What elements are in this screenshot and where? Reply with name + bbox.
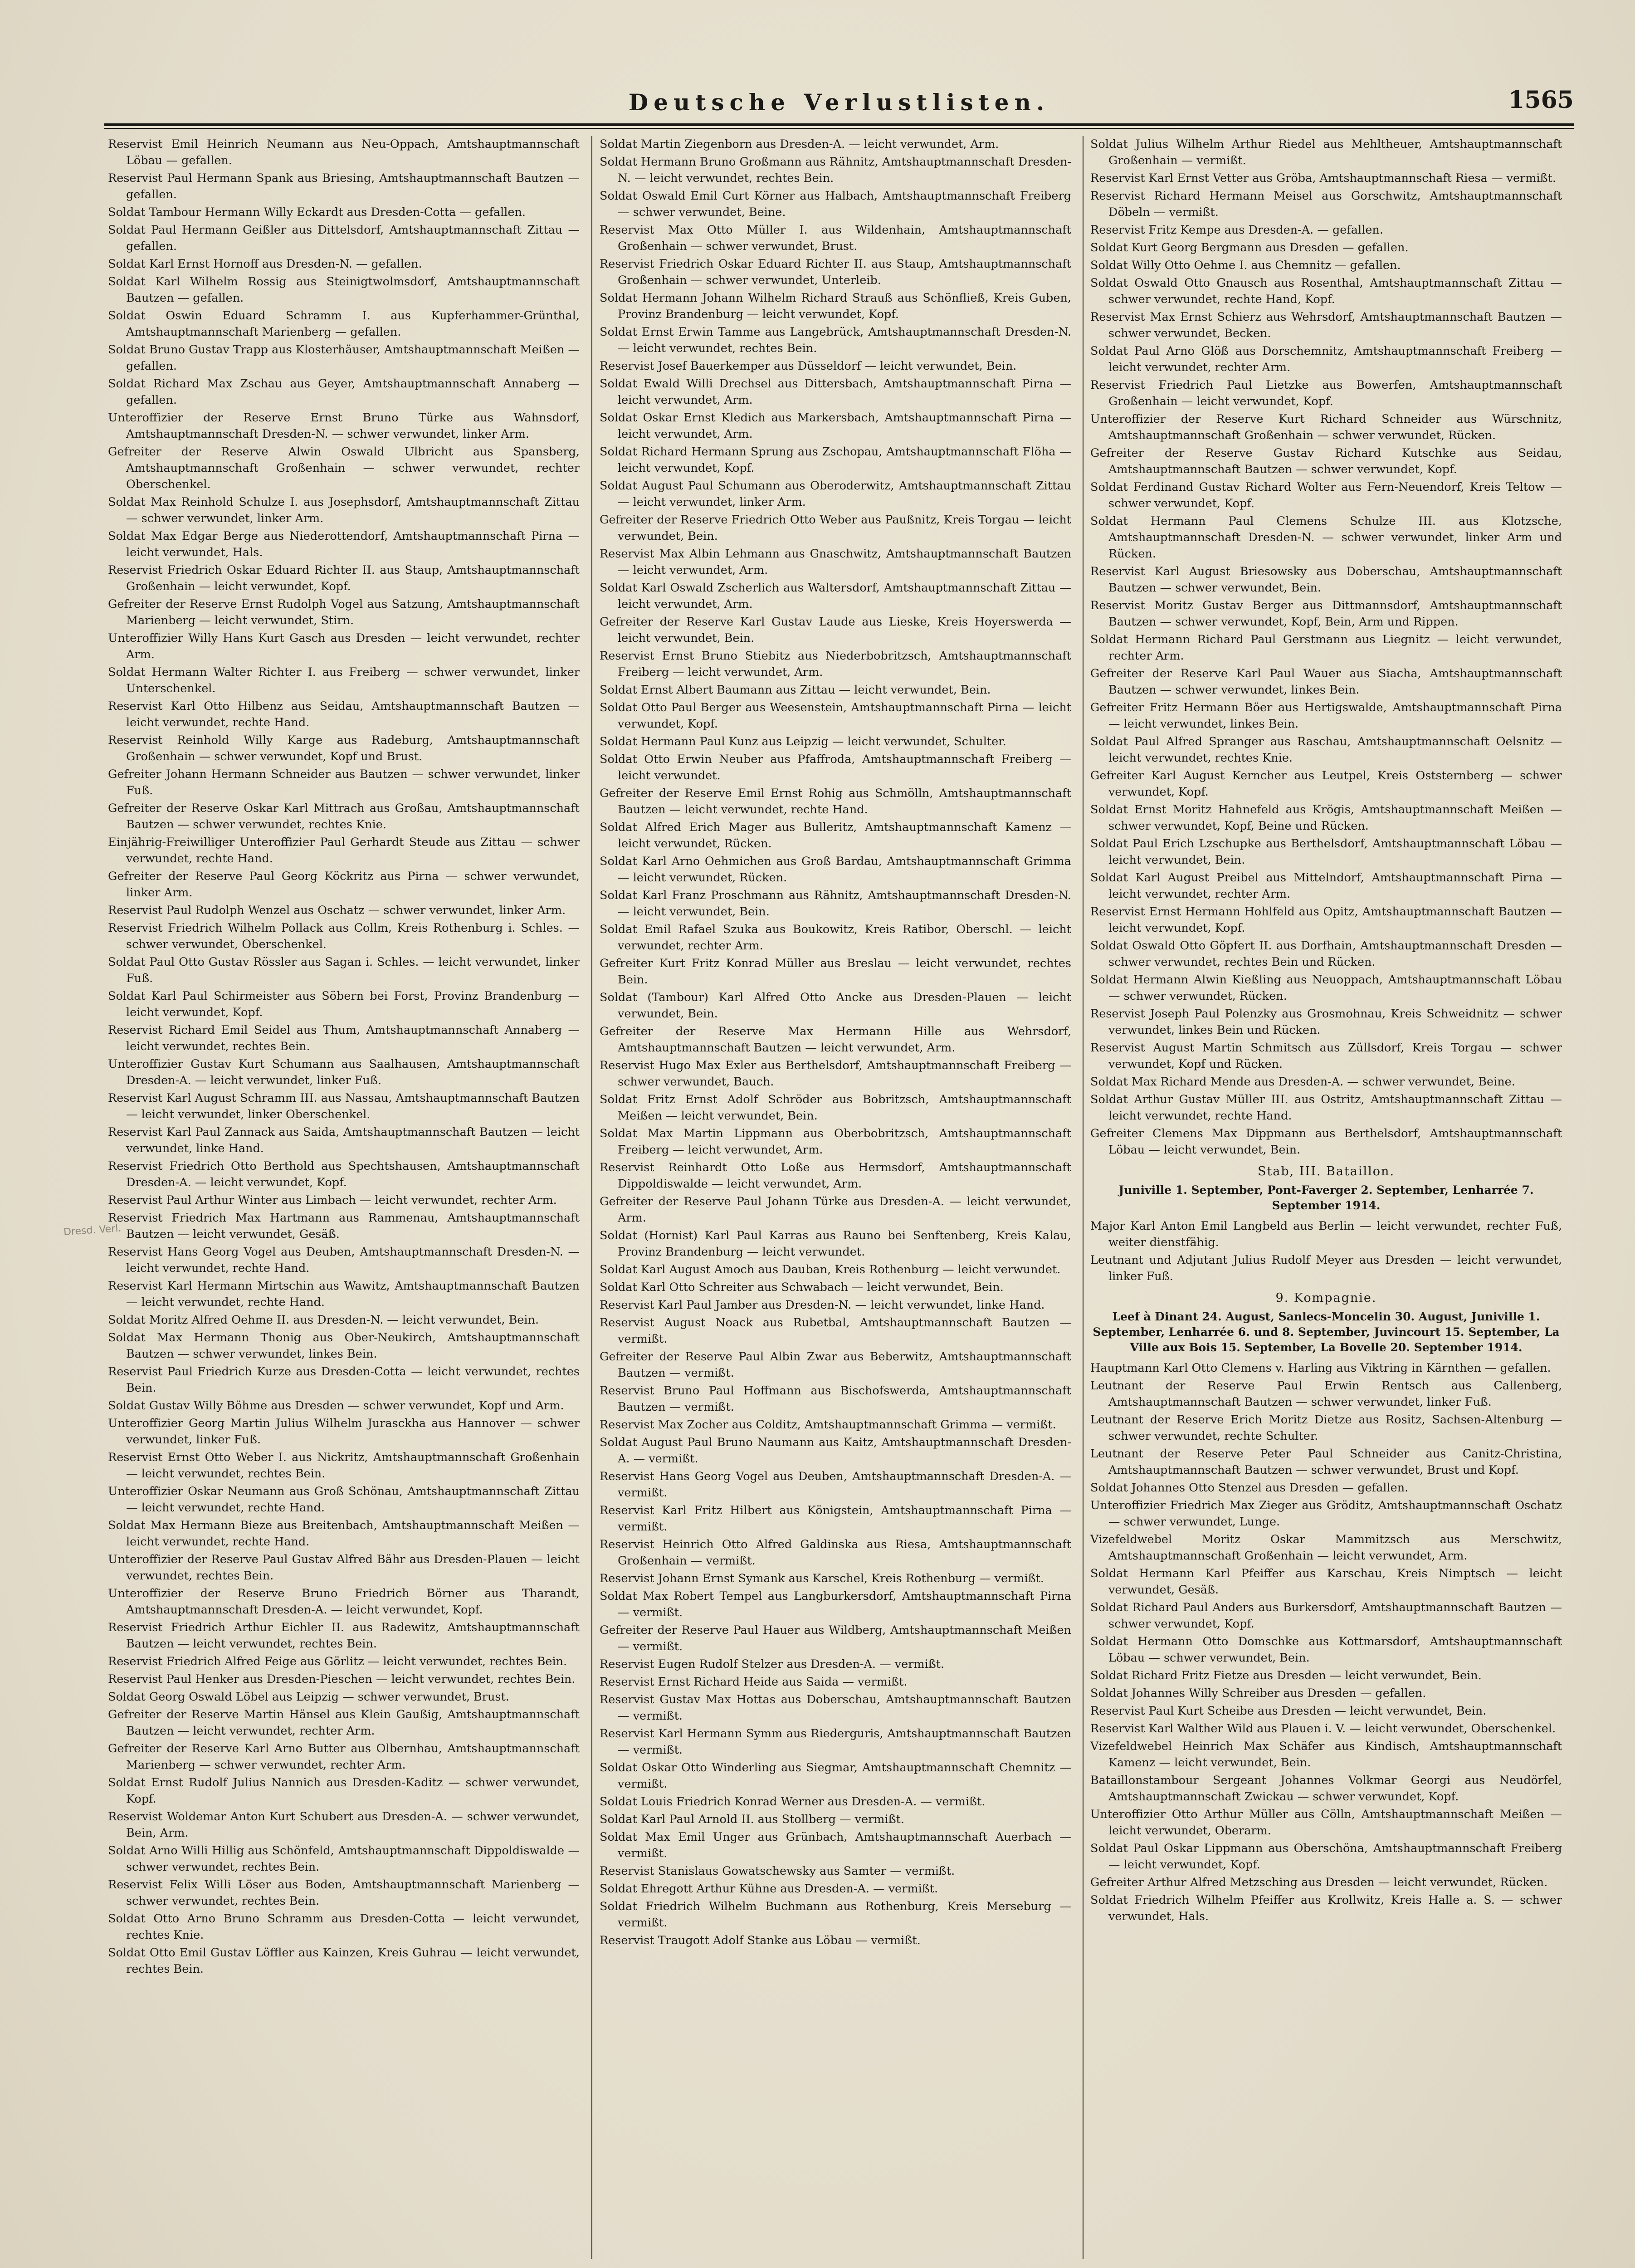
casualty-entry: Soldat Hermann Walter Richter I. aus Freiberg — schwer verwundet, linker Unterschenkel.: [108, 665, 580, 695]
casualty-entry: Soldat Richard Max Zschau aus Geyer, Amtshauptmannschaft Annaberg — gefallen.: [108, 377, 580, 407]
casualty-entry: Soldat Hermann Bruno Großmann aus Rähnitz, Amtshauptmannschaft Dresden-N. — leicht verwundet, rechtes Bein.: [600, 155, 1071, 185]
casualty-entry: Gefreiter der Reserve Paul Georg Köckritz aus Pirna — schwer verwundet, linker Arm.: [108, 870, 580, 899]
casualty-entry: Leutnant der Reserve Peter Paul Schneider aus Canitz-Christina, Amtshauptmannschaft Bautzen — schwer verwundet, Brust und Kopf.: [1090, 1447, 1562, 1477]
casualty-entry: Soldat Oswald Otto Gnausch aus Rosenthal, Amtshauptmannschaft Zittau — schwer verwundet, rechte Hand, Kopf.: [1090, 276, 1562, 306]
casualty-entry: Leutnant der Reserve Paul Erwin Rentsch aus Callenberg, Amtshauptmannschaft Bautzen — schwer verwundet, linker Fuß.: [1090, 1379, 1562, 1409]
casualty-entry: Reservist Emil Heinrich Neumann aus Neu-Oppach, Amtshauptmannschaft Löbau — gefallen.: [108, 137, 580, 167]
casualty-entry: Soldat Paul Alfred Spranger aus Raschau, Amtshauptmannschaft Oelsnitz — leicht verwundet, rechtes Knie.: [1090, 735, 1562, 765]
casualty-entry: Soldat Karl Ernst Hornoff aus Dresden-N. — gefallen.: [108, 257, 422, 271]
casualty-entry: Gefreiter der Reserve Martin Hänsel aus Klein Gaußig, Amtshauptmannschaft Bautzen — leicht verwundet, rechter Arm.: [108, 1708, 580, 1738]
casualty-entry: Gefreiter Johann Hermann Schneider aus Bautzen — schwer verwundet, linker Fuß.: [108, 767, 580, 797]
section-places-9-kompagnie: Leef à Dinant 24. August, Sanlecs-Moncelin 30. August, Juniville 1. September, Lenharrée 6. und 8. September, Juvincourt 15. September, La Ville aux Bois 15. September, La Bovelle 20. September 1914.: [1093, 1310, 1560, 1354]
casualty-entry: Soldat Tambour Hermann Willy Eckardt aus Dresden-Cotta — gefallen.: [108, 205, 526, 219]
casualty-entry: Reservist Ernst Bruno Stiebitz aus Niederbobritzsch, Amtshauptmannschaft Freiberg — leicht verwundet, Arm.: [600, 649, 1071, 679]
casualty-entry: Reservist Karl Fritz Hilbert aus Königstein, Amtshauptmannschaft Pirna — vermißt.: [600, 1504, 1071, 1534]
casualty-entry: Gefreiter Fritz Hermann Böer aus Hertigswalde, Amtshauptmannschaft Pirna — leicht verwundet, linkes Bein.: [1090, 701, 1562, 731]
casualty-entry: Soldat Oskar Ernst Kledich aus Markersbach, Amtshauptmannschaft Pirna — leicht verwundet, Arm.: [600, 411, 1071, 441]
casualty-entry: Soldat Gustav Willy Böhme aus Dresden — schwer verwundet, Kopf und Arm.: [108, 1399, 564, 1413]
casualty-entry: Reservist Friedrich Otto Berthold aus Spechtshausen, Amtshauptmannschaft Dresden-A. — leicht verwundet, Kopf.: [108, 1159, 580, 1189]
casualty-entry: Reservist Max Albin Lehmann aus Gnaschwitz, Amtshauptmannschaft Bautzen — leicht verwundet, Arm.: [600, 547, 1071, 577]
casualty-entry: Gefreiter der Reserve Alwin Oswald Ulbricht aus Spansberg, Amtshauptmannschaft Großenhain — schwer verwundet, rechter Oberschenkel.: [108, 445, 580, 491]
casualty-entry: Reservist Max Otto Müller I. aus Wildenhain, Amtshauptmannschaft Großenhain — schwer verwundet, Brust.: [600, 223, 1071, 253]
casualty-entry: Soldat Karl Otto Schreiter aus Schwabach — leicht verwundet, Bein.: [600, 1281, 1004, 1294]
casualty-entry: Soldat Max Hermann Bieze aus Breitenbach, Amtshauptmannschaft Meißen — leicht verwundet, rechte Hand.: [108, 1519, 580, 1549]
casualty-entry: Reservist Karl Walther Wild aus Plauen i. V. — leicht verwundet, Oberschenkel.: [1090, 1722, 1556, 1735]
casualty-entry: Reservist Stanislaus Gowatschewsky aus Samter — vermißt.: [600, 1864, 955, 1878]
casualty-entry: Soldat Kurt Georg Bergmann aus Dresden — gefallen.: [1090, 241, 1409, 254]
casualty-entry: Reservist Paul Kurt Scheibe aus Dresden — leicht verwundet, Bein.: [1090, 1704, 1487, 1718]
casualty-entry: Soldat Ferdinand Gustav Richard Wolter aus Fern-Neuendorf, Kreis Teltow — schwer verwundet, Kopf.: [1090, 480, 1562, 510]
casualty-entry: Soldat Richard Paul Anders aus Burkersdorf, Amtshauptmannschaft Bautzen — schwer verwundet, Kopf.: [1090, 1601, 1562, 1631]
margin-handwriting: Dresd. Verl.: [63, 1222, 122, 1238]
casualty-entry: Gefreiter Arthur Alfred Metzsching aus Dresden — leicht verwundet, Rücken.: [1090, 1876, 1548, 1889]
casualty-entry: Reservist Friedrich Max Hartmann aus Rammenau, Amtshauptmannschaft Bautzen — leicht verwundet, Gesäß.: [108, 1211, 580, 1241]
casualty-entry: Reservist Paul Hermann Spank aus Briesing, Amtshauptmannschaft Bautzen — gefallen.: [108, 171, 580, 201]
casualty-entry: Soldat Max Edgar Berge aus Niederottendorf, Amtshauptmannschaft Pirna — leicht verwundet, Hals.: [108, 529, 580, 559]
casualty-entry: Reservist Friedrich Wilhelm Pollack aus Collm, Kreis Rothenburg i. Schles. — schwer verwundet, Oberschenkel.: [108, 921, 580, 951]
casualty-entry: Reservist Karl Hermann Mirtschin aus Wawitz, Amtshauptmannschaft Bautzen — leicht verwundet, rechte Hand.: [108, 1279, 580, 1309]
casualty-entry: Soldat Arno Willi Hillig aus Schönfeld, Amtshauptmannschaft Dippoldiswalde — schwer verwundet, rechtes Bein.: [108, 1844, 580, 1874]
casualty-entry: Reservist Richard Emil Seidel aus Thum, Amtshauptmannschaft Annaberg — leicht verwundet, rechtes Bein.: [108, 1023, 580, 1053]
casualty-entry: Gefreiter der Reserve Friedrich Otto Weber aus Paußnitz, Kreis Torgau — leicht verwundet, Bein.: [600, 513, 1071, 543]
casualty-entry: Leutnant und Adjutant Julius Rudolf Meyer aus Dresden — leicht verwundet, linker Fuß.: [1090, 1253, 1562, 1283]
casualty-entry: Soldat Karl Paul Arnold II. aus Stollberg — vermißt.: [600, 1813, 905, 1826]
casualty-entry: Reservist Fritz Kempe aus Dresden-A. — gefallen.: [1090, 223, 1383, 237]
casualty-entry: Reservist Karl August Briesowsky aus Doberschau, Amtshauptmannschaft Bautzen — schwer verwundet, Bein.: [1090, 565, 1562, 595]
casualty-entry: Soldat Johannes Otto Stenzel aus Dresden — gefallen.: [1090, 1481, 1409, 1495]
casualty-entry: Soldat Oswald Otto Göpfert II. aus Dorfhain, Amtshauptmannschaft Dresden — schwer verwundet, rechtes Bein und Rücken.: [1090, 939, 1562, 969]
casualty-entry: Soldat Ewald Willi Drechsel aus Dittersbach, Amtshauptmannschaft Pirna — leicht verwundet, Arm.: [600, 377, 1071, 407]
casualty-entry: Soldat Fritz Ernst Adolf Schröder aus Bobritzsch, Amtshauptmannschaft Meißen — leicht verwundet, Bein.: [600, 1093, 1071, 1123]
casualty-entry: Reservist Friedrich Alfred Feige aus Görlitz — leicht verwundet, rechtes Bein.: [108, 1655, 567, 1668]
casualty-entry: Reservist Eugen Rudolf Stelzer aus Dresden-A. — vermißt.: [600, 1657, 945, 1671]
casualty-entry: Reservist Woldemar Anton Kurt Schubert aus Dresden-A. — schwer verwundet, Bein, Arm.: [108, 1810, 580, 1840]
casualty-entry: Hauptmann Karl Otto Clemens v. Harling aus Viktring in Kärnthen — gefallen.: [1090, 1361, 1551, 1375]
casualty-entry: Soldat Friedrich Wilhelm Pfeiffer aus Krollwitz, Kreis Halle a. S. — schwer verwundet, Hals.: [1090, 1893, 1562, 1923]
casualty-entry: Soldat Otto Paul Berger aus Weesenstein, Amtshauptmannschaft Pirna — leicht verwundet, Kopf.: [600, 701, 1071, 731]
casualty-entry: Reservist Paul Arthur Winter aus Limbach — leicht verwundet, rechter Arm.: [108, 1193, 557, 1207]
casualty-entry: Soldat Otto Erwin Neuber aus Pfaffroda, Amtshauptmannschaft Freiberg — leicht verwundet.: [600, 753, 1071, 782]
casualty-entry: Reservist Karl Ernst Vetter aus Gröba, Amtshauptmannschaft Riesa — vermißt.: [1090, 171, 1556, 185]
casualty-entry: Soldat Arthur Gustav Müller III. aus Ostritz, Amtshauptmannschaft Zittau — leicht verwundet, rechte Hand.: [1090, 1093, 1562, 1123]
casualty-entry: Soldat (Tambour) Karl Alfred Otto Ancke aus Dresden-Plauen — leicht verwundet, Bein.: [600, 991, 1071, 1021]
casualty-entry: Unteroffizier Friedrich Max Zieger aus Gröditz, Amtshauptmannschaft Oschatz — schwer verwundet, Lunge.: [1090, 1499, 1562, 1529]
casualty-entry: Reservist Karl Paul Jamber aus Dresden-N. — leicht verwundet, linke Hand.: [600, 1298, 1045, 1312]
casualty-entry: Gefreiter Karl August Kerncher aus Leutpel, Kreis Oststernberg — schwer verwundet, Kopf.: [1090, 769, 1562, 799]
casualty-entry: Soldat Julius Wilhelm Arthur Riedel aus Mehltheuer, Amtshauptmannschaft Großenhain — vermißt.: [1090, 137, 1562, 167]
casualty-entry: Gefreiter der Reserve Oskar Karl Mittrach aus Großau, Amtshauptmannschaft Bautzen — schwer verwundet, rechtes Knie.: [108, 802, 580, 831]
casualty-entry: Reservist Max Ernst Schierz aus Wehrsdorf, Amtshauptmannschaft Bautzen — schwer verwundet, Becken.: [1090, 310, 1562, 340]
casualty-entry: Reservist Friedrich Arthur Eichler II. aus Radewitz, Amtshauptmannschaft Bautzen — leicht verwundet, rechtes Bein.: [108, 1621, 580, 1651]
casualty-entry: Soldat Max Hermann Thonig aus Ober-Neukirch, Amtshauptmannschaft Bautzen — schwer verwundet, linkes Bein.: [108, 1331, 580, 1361]
casualty-entry: Gefreiter Clemens Max Dippmann aus Berthelsdorf, Amtshauptmannschaft Löbau — leicht verwundet, Bein.: [1090, 1127, 1562, 1157]
casualty-entry: Unteroffizier Gustav Kurt Schumann aus Saalhausen, Amtshauptmannschaft Dresden-A. — leicht verwundet, linker Fuß.: [108, 1057, 580, 1087]
casualty-entry: Leutnant der Reserve Erich Moritz Dietze aus Rositz, Sachsen-Altenburg — schwer verwundet, rechte Schulter.: [1090, 1413, 1562, 1443]
casualty-entry: Reservist Josef Bauerkemper aus Düsseldorf — leicht verwundet, Bein.: [600, 359, 1017, 373]
casualty-entry: Soldat Hermann Karl Pfeiffer aus Karschau, Kreis Nimptsch — leicht verwundet, Gesäß.: [1090, 1567, 1562, 1597]
casualty-entry: Soldat Martin Ziegenborn aus Dresden-A. — leicht verwundet, Arm.: [600, 137, 999, 151]
casualty-entry: Bataillonstambour Sergeant Johannes Volkmar Georgi aus Neudörfel, Amtshauptmannschaft Zwickau — schwer verwundet, Kopf.: [1090, 1774, 1562, 1804]
casualty-entry: Unteroffizier der Reserve Ernst Bruno Türke aus Wahnsdorf, Amtshauptmannschaft Dresden-N. — schwer verwundet, linker Arm.: [108, 411, 580, 441]
section-places-stab: Juniville 1. September, Pont-Faverger 2. September, Lenharrée 7. September 1914.: [1118, 1183, 1534, 1212]
casualty-entry: Soldat Willy Otto Oehme I. aus Chemnitz — gefallen.: [1090, 259, 1401, 272]
casualty-entry: Reservist Karl Paul Zannack aus Saida, Amtshauptmannschaft Bautzen — leicht verwundet, linke Hand.: [108, 1125, 580, 1155]
casualty-entry: Soldat Johannes Willy Schreiber aus Dresden — gefallen.: [1090, 1686, 1426, 1700]
casualty-entry: Reservist Johann Ernst Symank aus Karschel, Kreis Rothenburg — vermißt.: [600, 1572, 1044, 1585]
casualty-entry: Reservist Gustav Max Hottas aus Doberschau, Amtshauptmannschaft Bautzen — vermißt.: [600, 1693, 1071, 1723]
casualty-entry: Soldat Oswald Emil Curt Körner aus Halbach, Amtshauptmannschaft Freiberg — schwer verwundet, Beine.: [600, 189, 1071, 219]
casualty-entry: Reservist Reinhold Willy Karge aus Radeburg, Amtshauptmannschaft Großenhain — schwer verwundet, Kopf und Brust.: [108, 733, 580, 763]
casualty-entry: Reservist Ernst Otto Weber I. aus Nickritz, Amtshauptmannschaft Großenhain — leicht verwundet, rechtes Bein.: [108, 1451, 580, 1481]
casualty-entry: Soldat Georg Oswald Löbel aus Leipzig — schwer verwundet, Brust.: [108, 1690, 509, 1704]
casualty-entry: Unteroffizier der Reserve Paul Gustav Alfred Bähr aus Dresden-Plauen — leicht verwundet, rechtes Bein.: [108, 1553, 580, 1583]
casualty-entry: Reservist Bruno Paul Hoffmann aus Bischofswerda, Amtshauptmannschaft Bautzen — vermißt.: [600, 1384, 1071, 1414]
casualty-entry: Soldat Karl Wilhelm Rossig aus Steinigtwolmsdorf, Amtshauptmannschaft Bautzen — gefallen.: [108, 275, 580, 305]
casualty-list: [1090, 136, 1562, 1158]
casualty-entry: Soldat Ernst Rudolf Julius Nannich aus Dresden-Kaditz — schwer verwundet, Kopf.: [108, 1776, 580, 1806]
casualty-entry: Soldat Paul Hermann Geißler aus Dittelsdorf, Amtshauptmannschaft Zittau — gefallen.: [108, 223, 580, 253]
page-title: Deutsche Verlustlisten.: [628, 89, 1050, 116]
casualty-entry: Soldat Karl Paul Schirmeister aus Söbern bei Forst, Provinz Brandenburg — leicht verwundet, Kopf.: [108, 989, 580, 1019]
casualty-entry: Gefreiter der Reserve Karl Gustav Laude aus Lieske, Kreis Hoyerswerda — leicht verwundet, Bein.: [600, 615, 1071, 645]
casualty-entry: Soldat August Paul Schumann aus Oberoderwitz, Amtshauptmannschaft Zittau — leicht verwundet, linker Arm.: [600, 479, 1071, 509]
casualty-entry: Soldat Ehregott Arthur Kühne aus Dresden-A. — vermißt.: [600, 1882, 938, 1896]
casualty-entry: Reservist Felix Willi Löser aus Boden, Amtshauptmannschaft Marienberg — schwer verwundet, rechtes Bein.: [108, 1878, 580, 1908]
casualty-entry: Unteroffizier der Reserve Bruno Friedrich Börner aus Tharandt, Amtshauptmannschaft Dresden-A. — leicht verwundet, Kopf.: [108, 1587, 580, 1617]
casualty-entry: Soldat Otto Arno Bruno Schramm aus Dresden-Cotta — leicht verwundet, rechtes Knie.: [108, 1912, 580, 1942]
casualty-entry: Unteroffizier Oskar Neumann aus Groß Schönau, Amtshauptmannschaft Zittau — leicht verwundet, rechte Hand.: [108, 1485, 580, 1515]
casualty-entry: Reservist Hugo Max Exler aus Berthelsdorf, Amtshauptmannschaft Freiberg — schwer verwundet, Bauch.: [600, 1059, 1071, 1089]
casualty-entry: Soldat Karl Oswald Zscherlich aus Waltersdorf, Amtshauptmannschaft Zittau — leicht verwundet, Arm.: [600, 581, 1071, 611]
casualty-list: [1090, 1360, 1562, 1925]
page-header: [104, 86, 1574, 118]
casualty-entry: Soldat Paul Otto Gustav Rössler aus Sagan i. Schles. — leicht verwundet, linker Fuß.: [108, 955, 580, 985]
casualty-entry: Soldat (Hornist) Karl Paul Karras aus Rauno bei Senftenberg, Kreis Kalau, Provinz Brandenburg — leicht verwundet.: [600, 1229, 1071, 1259]
casualty-entry: Reservist Karl August Schramm III. aus Nassau, Amtshauptmannschaft Bautzen — leicht verwundet, linker Oberschenkel.: [108, 1091, 580, 1121]
casualty-entry: Soldat Ernst Moritz Hahnefeld aus Krögis, Amtshauptmannschaft Meißen — schwer verwundet, Kopf, Beine und Rücken.: [1090, 803, 1562, 833]
casualty-entry: Reservist Hans Georg Vogel aus Deuben, Amtshauptmannschaft Dresden-A. — vermißt.: [600, 1470, 1071, 1500]
casualty-entry: Soldat Bruno Gustav Trapp aus Klosterhäuser, Amtshauptmannschaft Meißen — gefallen.: [108, 343, 580, 373]
casualty-entry: Reservist Hans Georg Vogel aus Deuben, Amtshauptmannschaft Dresden-N. — leicht verwundet, rechte Hand.: [108, 1245, 580, 1275]
casualty-entry: Soldat Ernst Albert Baumann aus Zittau — leicht verwundet, Bein.: [600, 683, 991, 697]
casualty-entry: Reservist Paul Friedrich Kurze aus Dresden-Cotta — leicht verwundet, rechtes Bein.: [108, 1365, 580, 1395]
casualty-entry: Soldat Max Richard Mende aus Dresden-A. — schwer verwundet, Beine.: [1090, 1075, 1515, 1089]
casualty-entry: Unteroffizier der Reserve Kurt Richard Schneider aus Würschnitz, Amtshauptmannschaft Großenhain — schwer verwundet, Rücken.: [1090, 412, 1562, 442]
casualty-entry: Soldat Hermann Paul Clemens Schulze III. aus Klotzsche, Amtshauptmannschaft Dresden-N. — schwer verwundet, linker Arm und Rücken.: [1090, 514, 1562, 561]
casualty-entry: Soldat Louis Friedrich Konrad Werner aus Dresden-A. — vermißt.: [600, 1795, 986, 1809]
casualty-entry: Soldat Hermann Paul Kunz aus Leipzig — leicht verwundet, Schulter.: [600, 735, 1006, 748]
header-rule: [104, 123, 1574, 126]
casualty-entry: Unteroffizier Otto Arthur Müller aus Cölln, Amtshauptmannschaft Meißen — leicht verwundet, Oberarm.: [1090, 1808, 1562, 1838]
casualty-entry: Soldat Ernst Erwin Tamme aus Langebrück, Amtshauptmannschaft Dresden-N. — leicht verwundet, rechtes Bein.: [600, 325, 1071, 355]
casualty-entry: Gefreiter der Reserve Emil Ernst Rohig aus Schmölln, Amtshauptmannschaft Bautzen — leicht verwundet, rechte Hand.: [600, 787, 1071, 816]
casualty-entry: Unteroffizier Willy Hans Kurt Gasch aus Dresden — leicht verwundet, rechter Arm.: [108, 631, 580, 661]
casualty-entry: Soldat Oskar Otto Winderling aus Siegmar, Amtshauptmannschaft Chemnitz — vermißt.: [600, 1761, 1071, 1791]
casualty-entry: Soldat Hermann Otto Domschke aus Kottmarsdorf, Amtshauptmannschaft Löbau — schwer verwundet, Bein.: [1090, 1635, 1562, 1665]
section-title-stab: Stab, III. Bataillon.: [1257, 1164, 1395, 1178]
casualty-entry: Soldat Paul Oskar Lippmann aus Oberschöna, Amtshauptmannschaft Freiberg — leicht verwundet, Kopf.: [1090, 1842, 1562, 1872]
casualty-entry: Gefreiter der Reserve Gustav Richard Kutschke aus Seidau, Amtshauptmannschaft Bautzen — schwer verwundet, Kopf.: [1090, 446, 1562, 476]
casualty-entry: Vizefeldwebel Heinrich Max Schäfer aus Kindisch, Amtshauptmannschaft Kamenz — leicht verwundet, Bein.: [1090, 1740, 1562, 1769]
casualty-entry: Soldat Max Martin Lippmann aus Oberbobritzsch, Amtshauptmannschaft Freiberg — leicht verwundet, Arm.: [600, 1127, 1071, 1157]
casualty-entry: Soldat Max Emil Unger aus Grünbach, Amtshauptmannschaft Auerbach — vermißt.: [600, 1830, 1071, 1860]
casualty-entry: Gefreiter der Reserve Karl Arno Butter aus Olbernhau, Amtshauptmannschaft Marienberg — schwer verwundet, rechter Arm.: [108, 1742, 580, 1772]
casualty-entry: Reservist August Martin Schmitsch aus Züllsdorf, Kreis Torgau — schwer verwundet, Kopf und Rücken.: [1090, 1041, 1562, 1071]
casualty-entry: Major Karl Anton Emil Langbeld aus Berlin — leicht verwundet, rechter Fuß, weiter dienstfähig.: [1090, 1219, 1562, 1249]
casualty-entry: Soldat August Paul Bruno Naumann aus Kaitz, Amtshauptmannschaft Dresden-A. — vermißt.: [600, 1436, 1071, 1466]
casualty-entry: Reservist Karl Hermann Symm aus Riederguris, Amtshauptmannschaft Bautzen — vermißt.: [600, 1727, 1071, 1757]
section-title-9-kompagnie: 9. Kompagnie.: [1275, 1291, 1377, 1305]
header-rule-thin: [104, 128, 1574, 129]
casualty-entry: Gefreiter der Reserve Ernst Rudolph Vogel aus Satzung, Amtshauptmannschaft Marienberg — leicht verwundet, Stirn.: [108, 597, 580, 627]
casualty-entry: Soldat Alfred Erich Mager aus Bulleritz, Amtshauptmannschaft Kamenz — leicht verwundet, Rücken.: [600, 821, 1071, 850]
casualty-entry: Soldat Friedrich Wilhelm Buchmann aus Rothenburg, Kreis Merseburg — vermißt.: [600, 1900, 1071, 1930]
casualty-entry: Unteroffizier Georg Martin Julius Wilhelm Jurasckha aus Hannover — schwer verwundet, linker Fuß.: [108, 1417, 580, 1447]
casualty-entry: Reservist Richard Hermann Meisel aus Gorschwitz, Amtshauptmannschaft Döbeln — vermißt.: [1090, 189, 1562, 219]
casualty-entry: Gefreiter der Reserve Max Hermann Hille aus Wehrsdorf, Amtshauptmannschaft Bautzen — leicht verwundet, Arm.: [600, 1025, 1071, 1055]
casualty-entry: Reservist Paul Rudolph Wenzel aus Oschatz — schwer verwundet, linker Arm.: [108, 904, 566, 917]
casualty-entry: Soldat Richard Fritz Fietze aus Dresden — leicht verwundet, Bein.: [1090, 1669, 1482, 1682]
casualty-entry: Reservist Paul Henker aus Dresden-Pieschen — leicht verwundet, rechtes Bein.: [108, 1672, 576, 1686]
casualty-entry: Soldat Paul Erich Lzschupke aus Berthelsdorf, Amtshauptmannschaft Löbau — leicht verwundet, Bein.: [1090, 837, 1562, 867]
casualty-entry: Soldat Karl August Preibel aus Mittelndorf, Amtshauptmannschaft Pirna — leicht verwundet, rechter Arm.: [1090, 871, 1562, 901]
casualty-entry: Reservist Karl Otto Hilbenz aus Seidau, Amtshauptmannschaft Bautzen — leicht verwundet, rechte Hand.: [108, 699, 580, 729]
casualty-entry: Soldat Karl Franz Proschmann aus Rähnitz, Amtshauptmannschaft Dresden-N. — leicht verwundet, Bein.: [600, 889, 1071, 919]
casualty-entry: Soldat Karl Arno Oehmichen aus Groß Bardau, Amtshauptmannschaft Grimma — leicht verwundet, Rücken.: [600, 855, 1071, 885]
casualty-entry: Reservist Traugott Adolf Stanke aus Löbau — vermißt.: [600, 1934, 921, 1947]
casualty-entry: Soldat Richard Hermann Sprung aus Zschopau, Amtshauptmannschaft Flöha — leicht verwundet, Kopf.: [600, 445, 1071, 475]
casualty-entry: Soldat Hermann Richard Paul Gerstmann aus Liegnitz — leicht verwundet, rechter Arm.: [1090, 633, 1562, 663]
casualty-entry: Soldat Max Reinhold Schulze I. aus Josephsdorf, Amtshauptmannschaft Zittau — schwer verwundet, linker Arm.: [108, 495, 580, 525]
casualty-entry: Soldat Hermann Alwin Kießling aus Neuoppach, Amtshauptmannschaft Löbau — schwer verwundet, Rücken.: [1090, 973, 1562, 1003]
casualty-entry: Reservist Joseph Paul Polenzky aus Grosmohnau, Kreis Schweidnitz — schwer verwundet, linkes Bein und Rücken.: [1090, 1007, 1562, 1037]
casualty-entry: Reservist Heinrich Otto Alfred Galdinska aus Riesa, Amtshauptmannschaft Großenhain — vermißt.: [600, 1538, 1071, 1568]
casualty-entry: Soldat Paul Arno Glöß aus Dorschemnitz, Amtshauptmannschaft Freiberg — leicht verwundet, rechter Arm.: [1090, 344, 1562, 374]
casualty-entry: Reservist Max Zocher aus Colditz, Amtshauptmannschaft Grimma — vermißt.: [600, 1418, 1056, 1432]
casualty-entry: Vizefeldwebel Moritz Oskar Mammitzsch aus Merschwitz, Amtshauptmannschaft Großenhain — leicht verwundet, Arm.: [1090, 1533, 1562, 1563]
casualty-entry: Reservist August Noack aus Rubetbal, Amtshauptmannschaft Bautzen — vermißt.: [600, 1316, 1071, 1346]
casualty-entry: Soldat Oswin Eduard Schramm I. aus Kupferhammer-Grünthal, Amtshauptmannschaft Marienberg — gefallen.: [108, 309, 580, 339]
casualty-entry: Soldat Karl August Amoch aus Dauban, Kreis Rothenburg — leicht verwundet.: [600, 1263, 1061, 1276]
column-2: [600, 136, 1071, 2259]
casualty-entry: Einjährig-Freiwilliger Unteroffizier Paul Gerhardt Steude aus Zittau — schwer verwundet, rechte Hand.: [108, 836, 580, 865]
column-1: [108, 136, 580, 2259]
casualty-entry: Reservist Reinhardt Otto Loße aus Hermsdorf, Amtshauptmannschaft Dippoldiswalde — leicht verwundet, Arm.: [600, 1161, 1071, 1191]
column-3: [1090, 136, 1562, 2259]
casualty-entry: Soldat Max Robert Tempel aus Langburkersdorf, Amtshauptmannschaft Pirna — vermißt.: [600, 1589, 1071, 1619]
casualty-entry: Gefreiter der Reserve Paul Hauer aus Wildberg, Amtshauptmannschaft Meißen — vermißt.: [600, 1623, 1071, 1653]
casualty-entry: Gefreiter der Reserve Paul Johann Türke aus Dresden-A. — leicht verwundet, Arm.: [600, 1195, 1071, 1225]
casualty-entry: Gefreiter der Reserve Karl Paul Wauer aus Siacha, Amtshauptmannschaft Bautzen — schwer verwundet, linkes Bein.: [1090, 667, 1562, 697]
casualty-entry: Reservist Ernst Richard Heide aus Saida — vermißt.: [600, 1675, 908, 1689]
casualty-entry: Reservist Friedrich Oskar Eduard Richter II. aus Staup, Amtshauptmannschaft Großenhain — schwer verwundet, Unterleib.: [600, 257, 1071, 287]
casualty-entry: Soldat Hermann Johann Wilhelm Richard Strauß aus Schönfließ, Kreis Guben, Provinz Brandenburg — leicht verwundet, Kopf.: [600, 291, 1071, 321]
casualty-entry: Gefreiter Kurt Fritz Konrad Müller aus Breslau — leicht verwundet, rechtes Bein.: [600, 957, 1071, 987]
casualty-entry: Reservist Friedrich Oskar Eduard Richter II. aus Staup, Amtshauptmannschaft Großenhain — leicht verwundet, Kopf.: [108, 563, 580, 593]
casualty-entry: Reservist Moritz Gustav Berger aus Dittmannsdorf, Amtshauptmannschaft Bautzen — schwer verwundet, Kopf, Bein, Arm und Rippen.: [1090, 599, 1562, 629]
page-number: 1565: [1508, 86, 1574, 114]
casualty-entry: Soldat Otto Emil Gustav Löffler aus Kainzen, Kreis Guhrau — leicht verwundet, rechtes Bein.: [108, 1946, 580, 1976]
casualty-entry: Reservist Ernst Hermann Hohlfeld aus Opitz, Amtshauptmannschaft Bautzen — leicht verwundet, Kopf.: [1090, 905, 1562, 935]
casualty-list: [1090, 1218, 1562, 1285]
column-divider: [591, 136, 592, 2259]
casualty-entry: Gefreiter der Reserve Paul Albin Zwar aus Beberwitz, Amtshauptmannschaft Bautzen — vermißt.: [600, 1350, 1071, 1380]
casualty-entry: Soldat Moritz Alfred Oehme II. aus Dresden-N. — leicht verwundet, Bein.: [108, 1313, 539, 1327]
casualty-entry: Soldat Emil Rafael Szuka aus Boukowitz, Kreis Ratibor, Oberschl. — leicht verwundet, rechter Arm.: [600, 923, 1071, 953]
casualty-entry: Reservist Friedrich Paul Lietzke aus Bowerfen, Amtshauptmannschaft Großenhain — leicht verwundet, Kopf.: [1090, 378, 1562, 408]
